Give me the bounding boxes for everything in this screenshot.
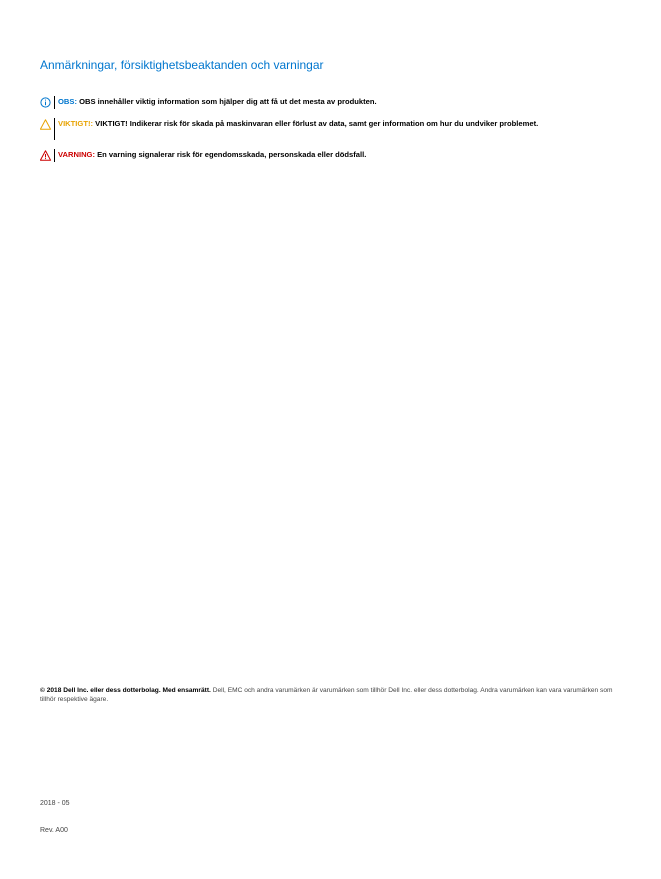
copyright-notice	[40, 686, 620, 704]
warning-text: En varning signalerar risk för egendomsskada, personskada eller dödsfall.	[97, 150, 367, 159]
caution-notice	[40, 119, 620, 141]
caution-text: VIKTIGT! Indikerar risk för skada på maskinvaran eller förlust av data, samt ger information om hur du undviker problemet.	[95, 119, 539, 128]
note-notice	[40, 97, 620, 108]
warning-label: VARNING:	[58, 150, 95, 159]
notice-divider	[54, 96, 55, 109]
revision-label: Rev. A00	[40, 827, 68, 834]
publication-date: 2018 - 05	[40, 800, 70, 807]
note-text: OBS innehåller viktig information som hjälper dig att få ut det mesta av produkten.	[79, 97, 377, 106]
warning-notice	[40, 150, 620, 161]
notice-divider	[54, 118, 55, 140]
note-label: OBS:	[58, 97, 77, 106]
page-title: Anmärkningar, försiktighetsbeaktanden och varningar	[40, 58, 324, 72]
caution-triangle-icon	[40, 119, 53, 130]
notice-divider	[54, 149, 55, 162]
info-icon	[40, 97, 53, 108]
copyright-bold: © 2018 Dell Inc. eller dess dotterbolag. Med ensamrätt.	[40, 687, 211, 694]
copyright-text: Dell, EMC och andra varumärken är varumärken som tillhör Dell Inc. eller dess dotterbolag. Andra varumärken kan vara varumärken som tillhör respektive ägare.	[40, 687, 613, 703]
warning-triangle-icon	[40, 150, 53, 161]
caution-label: VIKTIGT!:	[58, 119, 94, 128]
